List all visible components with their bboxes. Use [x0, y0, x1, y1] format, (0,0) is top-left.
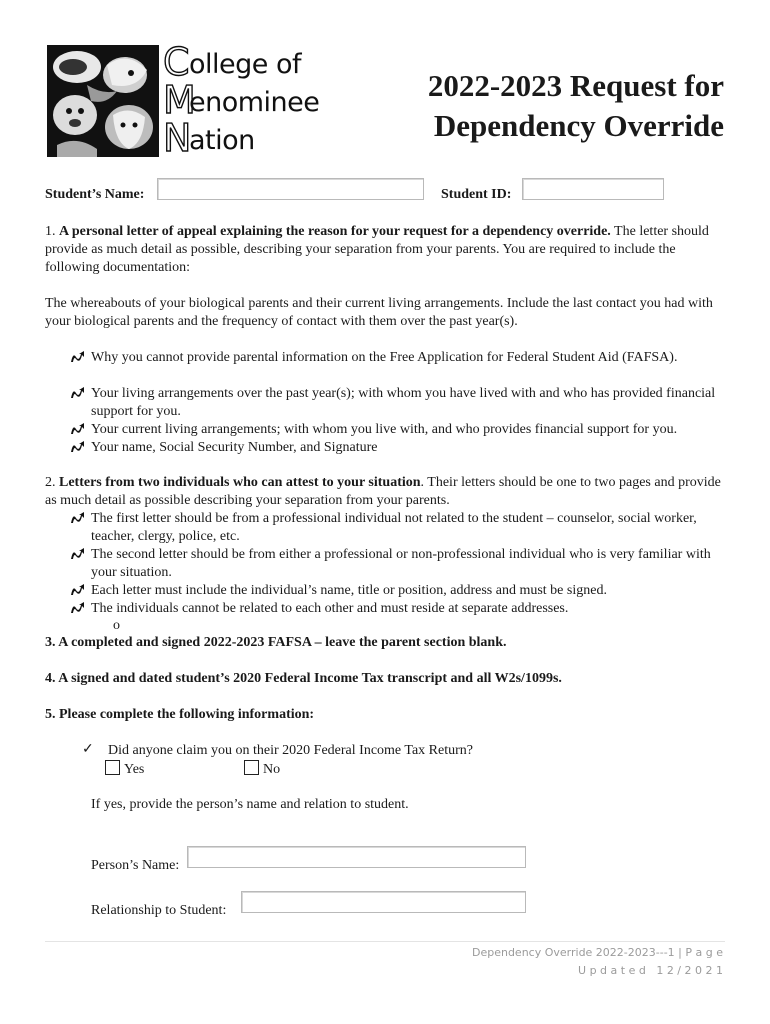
- section-1-bullet-2: [91, 385, 731, 421]
- section-1-bullet-3: [91, 421, 731, 439]
- section-1-bullet-4: [91, 439, 731, 457]
- relationship-field[interactable]: [241, 891, 526, 913]
- whereabouts-paragraph: The whereabouts of your biological parents and their current living arrangements. Include the last contact you had with your biological parents and the frequency of contact with them over the past year(s).: [45, 296, 713, 329]
- arrow-bullet-icon: [70, 350, 86, 364]
- student-id-label: Student ID:: [441, 187, 512, 202]
- section-3-heading: 3. A completed and signed 2022-2023 FAFSA – leave the parent section blank.: [45, 635, 507, 650]
- claim-question: Did anyone claim you on their 2020 Federal Income Tax Return?: [108, 743, 473, 758]
- college-logo-wordmark: [163, 40, 353, 160]
- arrow-bullet-icon: [70, 601, 86, 615]
- arrow-bullet-icon: [70, 422, 86, 436]
- bullet-text: Your living arrangements over the past year(s); with whom you have lived with and who has provided financial support for you.: [91, 386, 716, 419]
- bullet-text: Your current living arrangements; with whom you live with, and who provides financial support for you.: [91, 422, 678, 437]
- logo-text-menominee: enominee: [189, 87, 320, 118]
- college-logo-image: [47, 45, 159, 157]
- logo-initial-c: C: [163, 40, 190, 84]
- section-4-heading: 4. A signed and dated student’s 2020 Federal Income Tax transcript and all W2s/1099s.: [45, 671, 562, 686]
- bullet-text: The second letter should be from either a professional or non-professional individual who is very familiar with your situation.: [91, 547, 711, 580]
- section-1-bullet-1: [91, 349, 731, 367]
- arrow-bullet-icon: [70, 583, 86, 597]
- logo-text-nation: ation: [189, 125, 255, 156]
- bullet-text: The individuals cannot be related to each other and must reside at separate addresses.: [91, 601, 569, 616]
- section-1-paragraph: [45, 223, 725, 277]
- yes-label: Yes: [124, 762, 145, 777]
- section-2-bullet-2: [91, 546, 711, 582]
- bullet-text: Why you cannot provide parental information on the Free Application for Federal Student Aid (FAFSA).: [91, 350, 678, 365]
- arrow-bullet-icon: [70, 547, 86, 561]
- section-1-text: The letter should provide as much detail as possible, describing your separation from your parents. You are required to include the following documentation:: [45, 224, 709, 275]
- footer-divider: [45, 941, 725, 942]
- bullet-text: Your name, Social Security Number, and Signature: [91, 440, 378, 455]
- no-label: No: [263, 762, 281, 777]
- if-yes-instruction: If yes, provide the person’s name and relation to student.: [91, 797, 409, 812]
- no-checkbox[interactable]: [244, 760, 259, 775]
- student-name-label: Student’s Name:: [45, 187, 145, 202]
- section-2-number: 2.: [45, 475, 59, 490]
- student-name-field[interactable]: [157, 178, 424, 200]
- arrow-bullet-icon: [70, 511, 86, 525]
- no-option[interactable]: [244, 760, 280, 779]
- bullet-text: Each letter must include the individual’s name, title or position, address and must be signed.: [91, 583, 607, 598]
- page-title: [384, 66, 724, 146]
- section-2-bullet-3: [91, 582, 711, 600]
- logo-initial-n: N: [163, 116, 192, 160]
- title-line-2: Dependency Override: [433, 108, 724, 143]
- section-2-paragraph: [45, 474, 725, 510]
- arrow-bullet-icon: [70, 386, 86, 400]
- persons-name-label: Person’s Name:: [91, 858, 180, 873]
- footer-page-info: Dependency Override 2022-2023---1 | P a g e: [471, 946, 723, 959]
- circle-bullet: o: [113, 618, 120, 633]
- arrow-bullet-icon: [70, 440, 86, 454]
- persons-name-field[interactable]: [187, 846, 526, 868]
- bullet-text: The first letter should be from a professional individual not related to the student – counselor, social worker, teacher, clergy, police, etc.: [91, 511, 697, 544]
- yes-checkbox[interactable]: [105, 760, 120, 775]
- logo-text-college-of: ollege of: [189, 49, 301, 80]
- yes-option[interactable]: [105, 760, 144, 779]
- section-1-heading: A personal letter of appeal explaining the reason for your request for a dependency override.: [59, 224, 611, 239]
- relationship-label: Relationship to Student:: [91, 903, 227, 918]
- section-2-bullet-4: [91, 600, 711, 618]
- checkmark-icon: ✓: [82, 742, 94, 757]
- footer-updated-date: U p d a t e d 1 2 / 2 0 2 1: [578, 964, 723, 977]
- logo-initial-m: M: [163, 78, 196, 122]
- student-id-field[interactable]: [522, 178, 664, 200]
- section-2-bullet-1: [91, 510, 711, 546]
- section-5-heading: 5. Please complete the following information:: [45, 707, 315, 722]
- section-2-text: . Their letters should be one to two pages and provide as much detail as possible describing your separation from your parents.: [45, 475, 721, 508]
- title-line-1: 2022-2023 Request for: [427, 68, 724, 103]
- section-1-number: 1.: [45, 224, 59, 239]
- section-2-heading: Letters from two individuals who can attest to your situation: [59, 475, 421, 490]
